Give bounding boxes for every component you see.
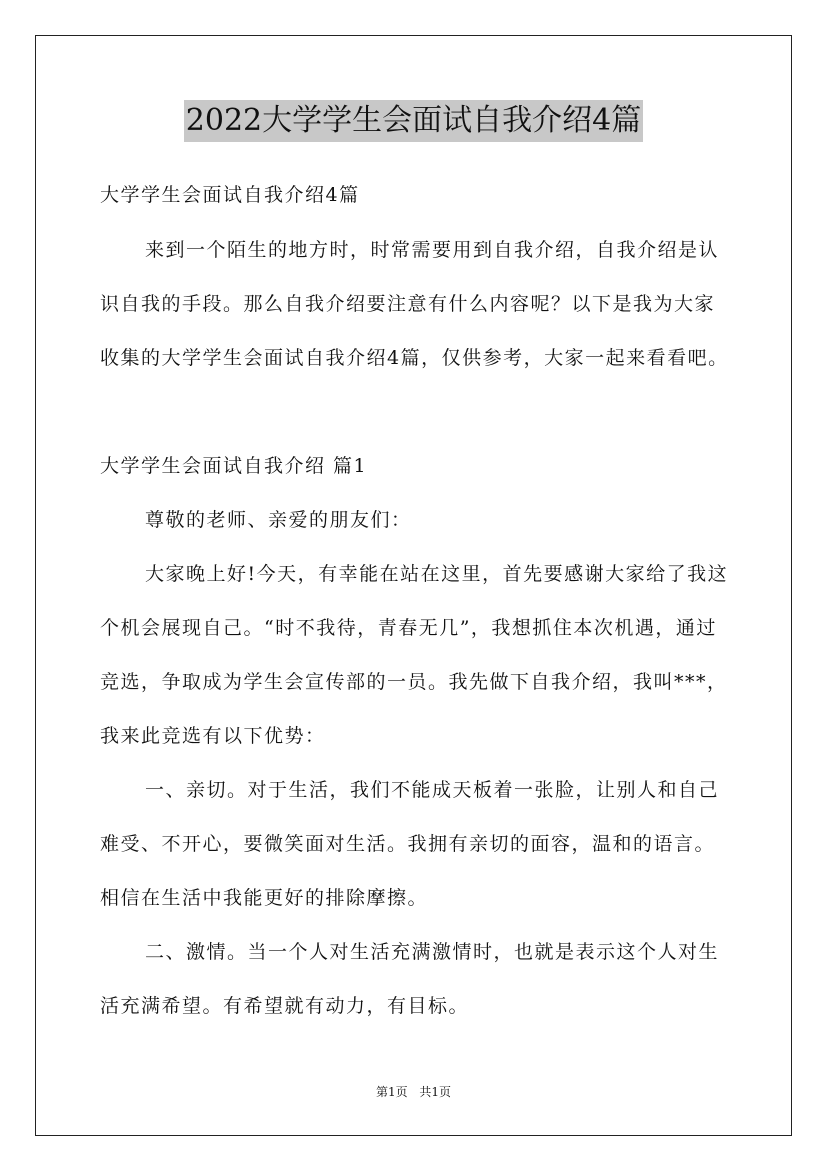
paragraph1-line-3: 竞选，争取成为学生会宣传部的一员。我先做下自我介绍，我叫***， (100, 671, 728, 693)
greeting: 尊敬的老师、亲爱的朋友们： (145, 509, 412, 531)
section-heading: 大学学生会面试自我介绍 篇1 (100, 455, 368, 477)
paragraph2-line-3: 相信在生活中我能更好的排除摩擦。 (100, 887, 429, 909)
page-footer (0, 1084, 827, 1100)
paragraph2-line-1: 一、亲切。对于生活，我们不能成天板着一张脸，让别人和自己 (145, 779, 720, 801)
subtitle: 大学学生会面试自我介绍4篇 (100, 184, 360, 206)
intro-line-1: 来到一个陌生的地方时，时常需要用到自我介绍，自我介绍是认 (145, 239, 720, 261)
page-number: 第1页 (375, 1085, 408, 1099)
intro-line-3: 收集的大学学生会面试自我介绍4篇，仅供参考，大家一起来看看吧。 (100, 347, 729, 369)
paragraph1-line-4: 我来此竞选有以下优势： (100, 725, 326, 747)
intro-line-2: 识自我的手段。那么自我介绍要注意有什么内容呢？以下是我为大家 (100, 293, 716, 315)
page-total: 共1页 (419, 1085, 452, 1099)
title-container (0, 100, 827, 142)
document-title: 2022大学学生会面试自我介绍4篇 (184, 100, 643, 142)
paragraph1-line-2: 个机会展现自己。“时不我待，青春无几”，我想抓住本次机遇，通过 (100, 617, 717, 639)
paragraph3-line-2: 活充满希望。有希望就有动力，有目标。 (100, 995, 470, 1017)
paragraph3-line-1: 二、激情。当一个人对生活充满激情时，也就是表示这个人对生 (145, 941, 720, 963)
paragraph1-line-1: 大家晚上好!今天，有幸能在站在这里，首先要感谢大家给了我这 (145, 563, 729, 585)
paragraph2-line-2: 难受、不开心，要微笑面对生活。我拥有亲切的面容，温和的语言。 (100, 833, 716, 855)
